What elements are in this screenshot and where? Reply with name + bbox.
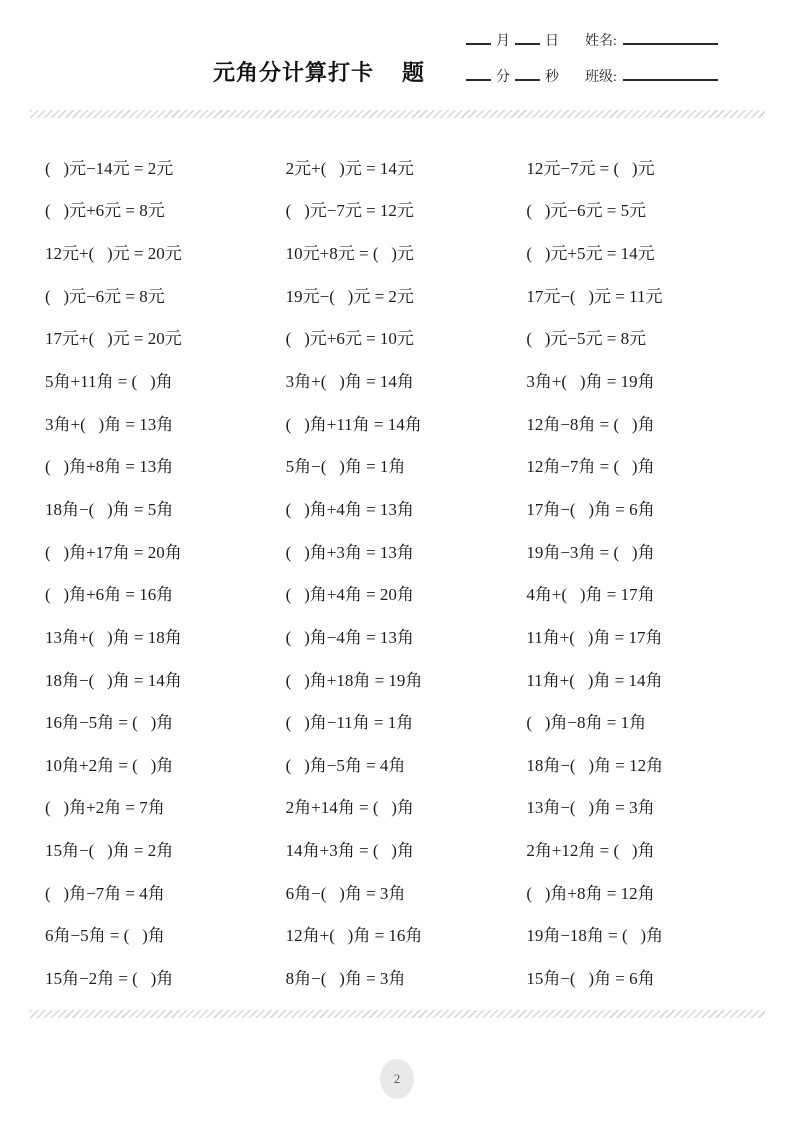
problem-c3-r3: ( )元+5元 = 14元 [526, 244, 655, 264]
problem-c1-r16: ( )角+2角 = 7角 [45, 798, 165, 818]
problem-c2-r4: 19元−( )元 = 2元 [285, 286, 414, 306]
problem-c1-r13: 18角−( )角 = 14角 [45, 670, 182, 690]
day-blank-line [515, 31, 540, 45]
time-line [461, 66, 771, 88]
problem-c2-r14: ( )角−11角 = 1角 [285, 713, 414, 733]
name-label: 姓名: [585, 34, 617, 49]
problem-c2-r9: ( )角+4角 = 13角 [285, 499, 414, 519]
class-blank-line [623, 67, 718, 81]
day-label: 日 [545, 34, 559, 49]
problem-c3-r19: 19角−18角 = ( )角 [526, 926, 664, 946]
month-blank-line [466, 31, 491, 45]
header-info [461, 30, 771, 102]
problem-c1-r12: 13角+( )角 = 18角 [45, 627, 182, 647]
problem-c1-r7: 3角+( )角 = 13角 [45, 414, 174, 434]
problem-c1-r19: 6角−5角 = ( )角 [45, 926, 165, 946]
problem-c1-r14: 16角−5角 = ( )角 [45, 713, 174, 733]
problem-c1-r1: ( )元−14元 = 2元 [45, 158, 174, 178]
second-label: 秒 [545, 70, 559, 85]
problem-c2-r19: 12角+( )角 = 16角 [285, 926, 423, 946]
problem-c1-r20: 15角−2角 = ( )角 [45, 968, 174, 988]
page-number: 2 [393, 1071, 401, 1086]
problem-c2-r6: 3角+( )角 = 14角 [285, 372, 414, 392]
month-label: 月 [496, 34, 510, 49]
problem-c3-r5: ( )元−5元 = 8元 [526, 329, 647, 349]
worksheet-title: 元角分计算打卡 [213, 60, 375, 85]
problem-c3-r4: 17元−( )元 = 11元 [526, 286, 663, 306]
page-number-badge [380, 1059, 414, 1099]
problem-c2-r20: 8角−( )角 = 3角 [285, 968, 406, 988]
problem-c2-r10: ( )角+3角 = 13角 [285, 542, 414, 562]
problem-c3-r15: 18角−( )角 = 12角 [526, 755, 664, 775]
problem-c1-r18: ( )角−7角 = 4角 [45, 883, 165, 903]
problem-c1-r9: 18角−( )角 = 5角 [45, 499, 174, 519]
problem-c2-r15: ( )角−5角 = 4角 [285, 755, 406, 775]
problem-c2-r5: ( )元+6元 = 10元 [285, 329, 414, 349]
worksheet-title-suffix: 题 [402, 60, 426, 85]
second-blank-line [515, 67, 540, 81]
problem-c2-r12: ( )角−4角 = 13角 [285, 627, 414, 647]
problem-c3-r9: 17角−( )角 = 6角 [526, 499, 655, 519]
problem-c3-r11: 4角+( )角 = 17角 [526, 585, 655, 605]
problem-c3-r8: 12角−7角 = ( )角 [526, 457, 655, 477]
problem-c3-r14: ( )角−8角 = 1角 [526, 713, 647, 733]
problem-c1-r15: 10角+2角 = ( )角 [45, 755, 174, 775]
problem-c3-r18: ( )角+8角 = 12角 [526, 883, 655, 903]
problem-c3-r10: 19角−3角 = ( )角 [526, 542, 655, 562]
problem-c1-r10: ( )角+17角 = 20角 [45, 542, 182, 562]
class-label: 班级: [585, 70, 617, 85]
top-divider [30, 110, 765, 118]
problem-c3-r6: 3角+( )角 = 19角 [526, 372, 655, 392]
problem-c1-r4: ( )元−6元 = 8元 [45, 286, 165, 306]
problem-c3-r1: 12元−7元 = ( )元 [526, 158, 655, 178]
problem-c1-r6: 5角+11角 = ( )角 [45, 372, 173, 392]
problem-c3-r20: 15角−( )角 = 6角 [526, 968, 655, 988]
problem-c1-r11: ( )角+6角 = 16角 [45, 585, 174, 605]
problem-c2-r11: ( )角+4角 = 20角 [285, 585, 414, 605]
problem-c2-r3: 10元+8元 = ( )元 [285, 244, 414, 264]
problems-grid [45, 145, 767, 998]
problem-c3-r7: 12角−8角 = ( )角 [526, 414, 655, 434]
problem-c2-r8: 5角−( )角 = 1角 [285, 457, 406, 477]
problem-c2-r1: 2元+( )元 = 14元 [285, 158, 414, 178]
problem-c1-r8: ( )角+8角 = 13角 [45, 457, 174, 477]
problem-c1-r3: 12元+( )元 = 20元 [45, 244, 182, 264]
problem-c3-r13: 11角+( )角 = 14角 [526, 670, 663, 690]
problem-c3-r16: 13角−( )角 = 3角 [526, 798, 655, 818]
date-line [461, 30, 771, 52]
minute-label: 分 [496, 70, 510, 85]
problem-c3-r2: ( )元−6元 = 5元 [526, 201, 647, 221]
problem-c2-r16: 2角+14角 = ( )角 [285, 798, 414, 818]
problem-c1-r2: ( )元+6元 = 8元 [45, 201, 165, 221]
minute-blank-line [466, 67, 491, 81]
problem-c2-r13: ( )角+18角 = 19角 [285, 670, 423, 690]
problem-c2-r18: 6角−( )角 = 3角 [285, 883, 406, 903]
problem-c3-r12: 11角+( )角 = 17角 [526, 627, 663, 647]
problem-c2-r17: 14角+3角 = ( )角 [285, 841, 414, 861]
page-title [213, 56, 425, 87]
problem-c1-r5: 17元+( )元 = 20元 [45, 329, 182, 349]
name-blank-line [623, 31, 718, 45]
problem-c2-r7: ( )角+11角 = 14角 [285, 414, 422, 434]
bottom-divider [30, 1010, 765, 1018]
problem-c3-r17: 2角+12角 = ( )角 [526, 841, 655, 861]
problem-c2-r2: ( )元−7元 = 12元 [285, 201, 414, 221]
problem-c1-r17: 15角−( )角 = 2角 [45, 841, 174, 861]
